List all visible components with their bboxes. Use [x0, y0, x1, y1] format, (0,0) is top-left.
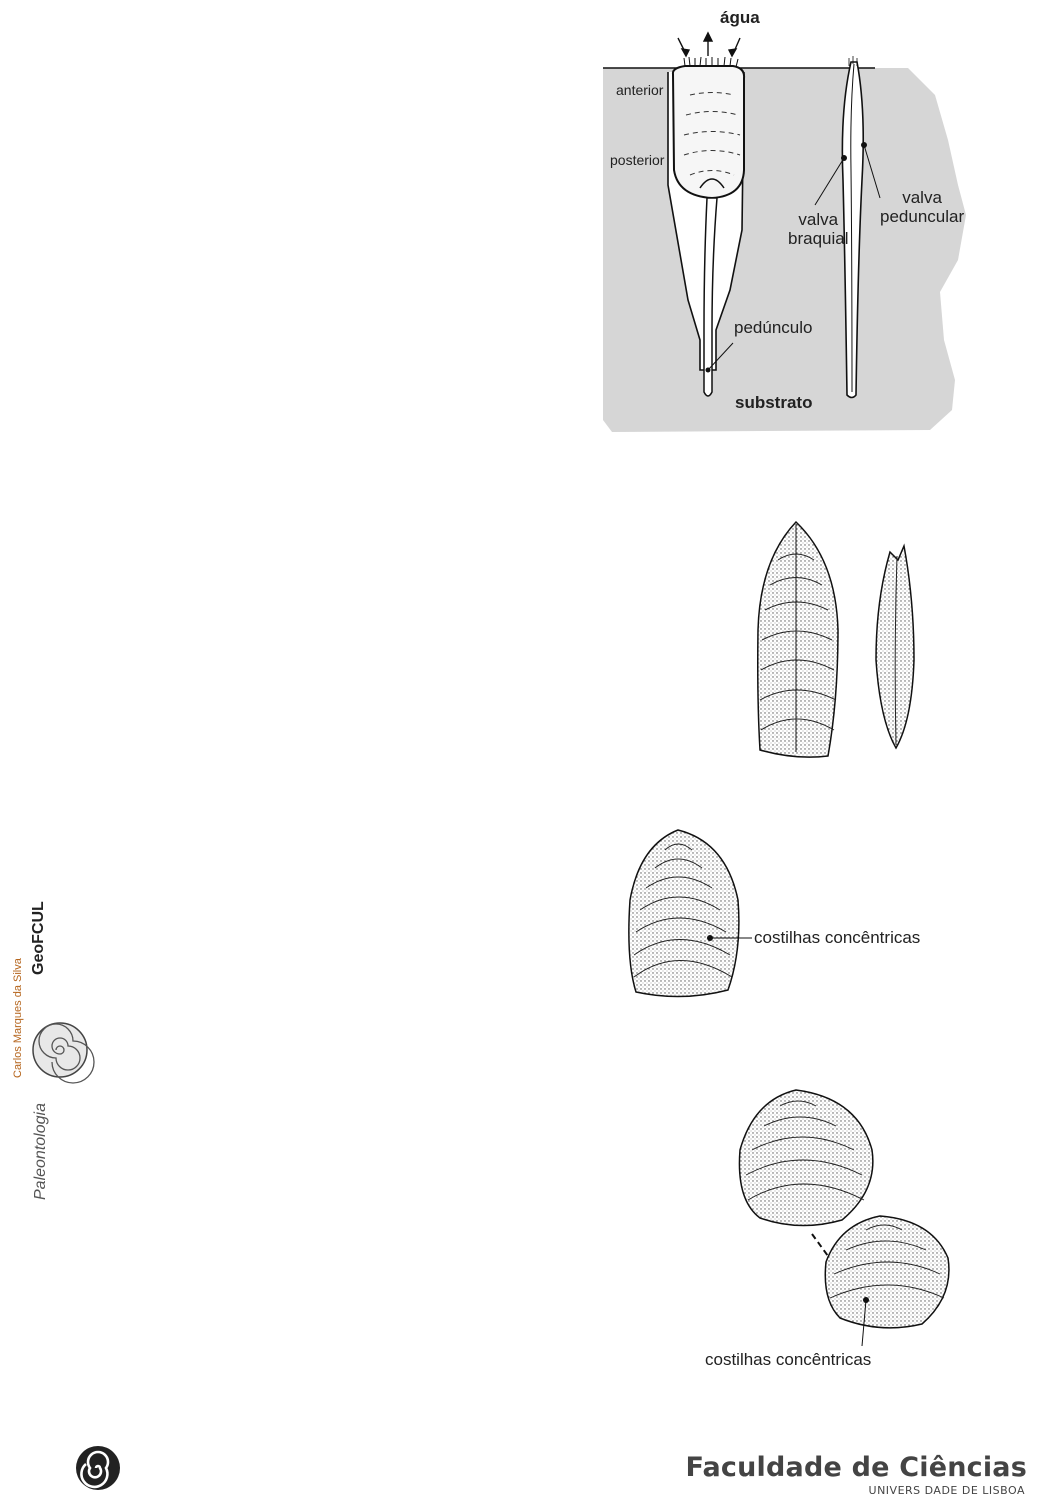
brachial-valve-label-line2: braquial — [788, 229, 849, 248]
substrate-label: substrato — [735, 393, 813, 412]
ammonite-icon — [30, 1020, 90, 1080]
brachial-valve-label-line1: valva — [798, 210, 839, 229]
pedicle-valve-label-line1: valva — [902, 188, 942, 207]
faculty-name: Faculdade de Ciências — [685, 1452, 1027, 1483]
pedicle-valve-label-line2: peduncular — [880, 207, 965, 226]
subject-label: Paleontologia — [32, 1103, 49, 1200]
water-label: água — [720, 8, 760, 27]
geofcul-label: GeoFCUL — [30, 901, 47, 975]
posterior-label: posterior — [610, 152, 665, 168]
ribs-label-fig4: costilhas concêntricas — [705, 1350, 872, 1369]
pedicle-label: pedúnculo — [734, 318, 813, 337]
author-label: Carlos Marques da Silva — [12, 958, 24, 1078]
university-name: UNIVERS DADE DE LISBOA — [868, 1484, 1025, 1497]
ribs-label-fig3: costilhas concêntricas — [754, 928, 921, 947]
anterior-label: anterior — [616, 82, 664, 98]
spiral-logo-icon — [73, 1443, 123, 1493]
side-logo — [10, 900, 100, 1200]
